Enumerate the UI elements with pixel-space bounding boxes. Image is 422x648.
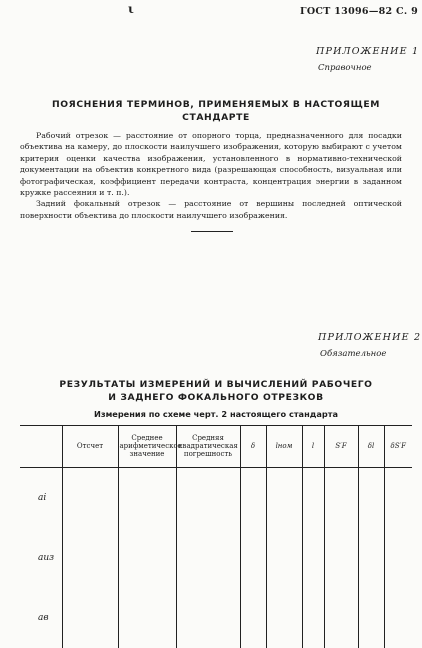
table-row [20,528,412,588]
table-cell [118,528,176,588]
column-header-reading: Отсчет [62,425,118,468]
table-cell [118,588,176,648]
section-separator [191,231,233,232]
column-header-delta-back-focal: δS′F [384,425,412,468]
table-cell [302,528,324,588]
table-caption: Измерения по схеме черт. 2 настоящего стандарта [93,409,339,419]
table-cell [324,468,358,529]
table-cell [384,468,412,529]
column-header-delta-l: δl [358,425,384,468]
section-1-body [20,130,402,221]
table-cell [324,588,358,648]
table-header-row [20,425,412,468]
table-cell [358,588,384,648]
row-label: aиз [38,553,55,563]
table-cell [266,588,302,648]
row-label: aв [38,613,49,623]
table-cell [62,588,118,648]
table-cell [240,468,266,529]
table-cell [176,528,240,588]
appendix-2-title: ПРИЛОЖЕНИЕ 2 [318,332,422,343]
column-header-arithmetic-mean: Среднее арифметическое значение [118,425,176,468]
appendix-2-note: Обязательное [320,349,387,359]
table-cell [358,528,384,588]
table-cell [384,528,412,588]
table-cell [266,468,302,529]
section-1-heading [20,98,412,124]
column-header-back-focal: S′F [324,425,358,468]
section-2-heading-line-1: РЕЗУЛЬТАТЫ ИЗМЕРЕНИЙ И ВЫЧИСЛЕНИЙ РАБОЧЕГО [59,379,373,390]
column-header-rms-error: Средняя квадратическая погрешность [176,425,240,468]
table-cell [176,588,240,648]
section-1-heading-line-2: СТАНДАРТЕ [182,112,250,123]
table-cell [118,468,176,529]
table-row [20,468,412,529]
table-cell [302,468,324,529]
table-cell [266,528,302,588]
table-cell [62,528,118,588]
table-cell [240,528,266,588]
measurement-table [20,425,412,648]
table-cell [324,528,358,588]
handwritten-mark: ι [128,2,134,16]
table-row [20,588,412,648]
column-header-l-nominal: lном [266,425,302,468]
row-label: ai [38,493,47,503]
appendix-1-title: ПРИЛОЖЕНИЕ 1 [316,46,420,57]
section-2-heading [20,378,412,404]
appendix-1-note: Справочное [318,63,372,73]
table-cell [302,588,324,648]
column-header-delta: δ [240,425,266,468]
paragraph-working-distance: Рабочий отрезок — расстояние от опорного торца, предназначенного для посадки объектива на камеру, до плоскости наилучшего изображения, которую выбирают с учетом критерия оценки качества изображения, установленного в нормативно-технической документации на объектив конкретного вида (разрешающая способность, визуальная или фотографическая, коэффициент передачи контраста, концентрация энергии в заданном кружке рассеяния и т. п.). [20,131,402,198]
section-1-heading-line-1: ПОЯСНЕНИЯ ТЕРМИНОВ, ПРИМЕНЯЕМЫХ В НАСТОЯЩЕМ [51,99,381,110]
table-cell [176,468,240,529]
column-header-row-label [20,425,62,468]
table-cell [240,588,266,648]
table-cell [62,468,118,529]
page-header-standard: ГОСТ 13096—82 С. 9 [300,6,419,17]
table-cell [358,468,384,529]
paragraph-back-focal-distance: Задний фокальный отрезок — расстояние от вершины последней оптической поверхности объектива до плоскости наилучшего изображения. [20,199,402,220]
table-cell [384,588,412,648]
column-header-l: l [302,425,324,468]
section-2-heading-line-2: И ЗАДНЕГО ФОКАЛЬНОГО ОТРЕЗКОВ [108,392,324,403]
